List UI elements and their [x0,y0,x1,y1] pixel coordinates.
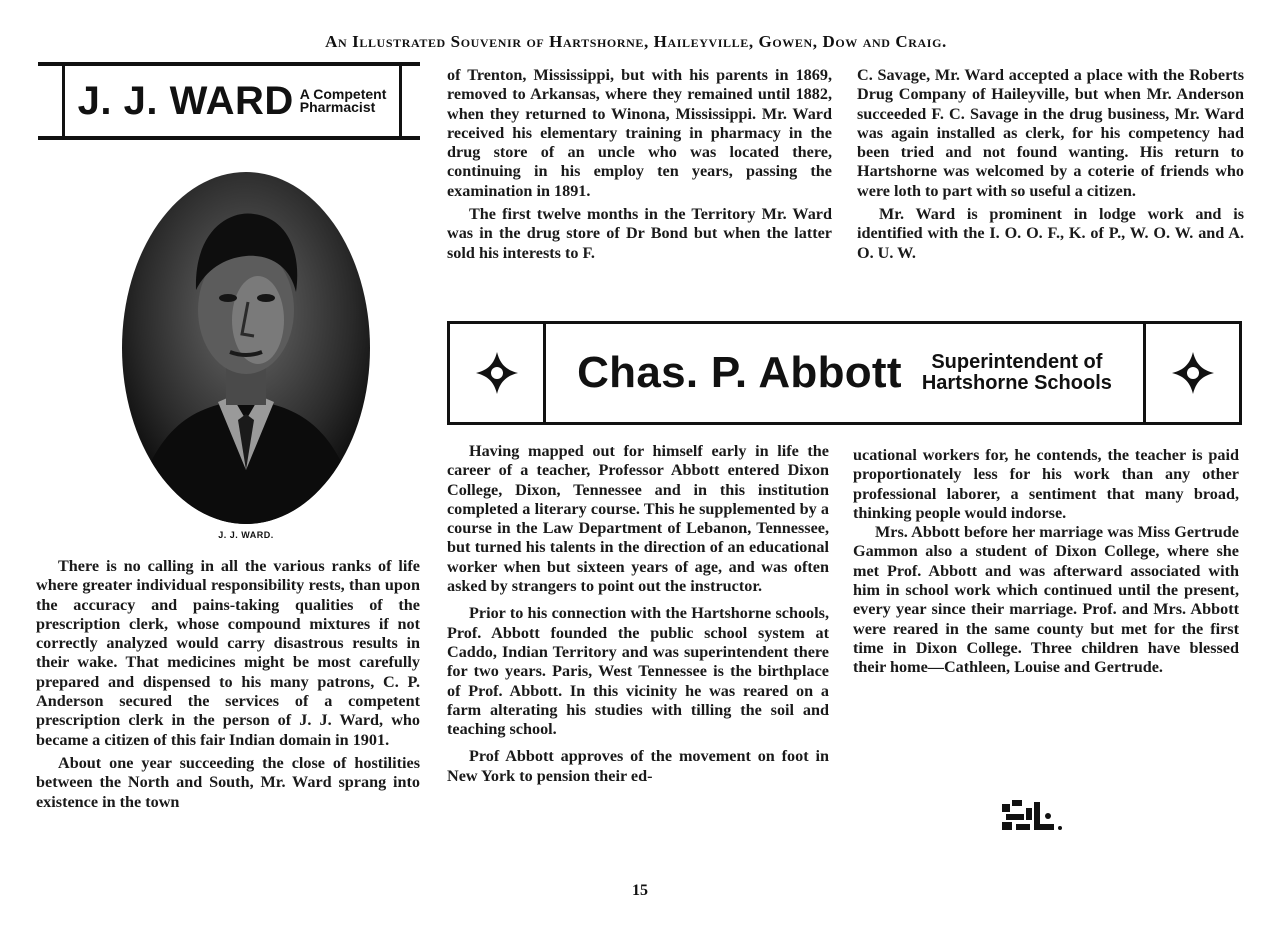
abbott-name-heading: Chas. P. Abbott [577,348,902,397]
ward-name-heading: J. J. WARD [77,78,294,123]
end-ornament-icon [1000,798,1066,836]
abbott-column-2 [447,442,829,786]
abbott-title-banner [447,321,1242,425]
abbott-subtitle-line2: Hartshorne Schools [921,372,1112,394]
ward-col3-paragraph-2: Mr. Ward is prominent in lodge work and is identified with the I. O. O. F., K. of P., W. O. W. and A. O. U. W. [857,205,1244,262]
portrait-caption: J. J. WARD. [218,530,274,540]
ward-column-1 [36,557,420,812]
banner-right-cell [1143,324,1239,422]
ward-col3-paragraph-1: C. Savage, Mr. Ward accepted a place with the Roberts Drug Company of Haileyville, but when Mr. Anderson succeeded F. C. Savage in the drug business, Mr. Ward was again installed as clerk, for his competency had been tried and not found wanting. His return to Hartshorne was welcomed by a coterie of friends who were loth to part with so useful a citizen. [857,66,1244,200]
ward-column-2 [447,66,832,263]
ward-col2-paragraph-2: The first twelve months in the Territory Mr. Ward was in the drug store of Dr Bond but when the latter sold his interests to F. [447,205,832,262]
ward-subtitle-line2: Pharmacist [299,99,376,115]
ward-subtitle [300,88,387,114]
banner-title-cell [546,324,1143,422]
ward-paragraph-2: About one year succeeding the close of hostilities between the North and South, Mr. Ward sprang into existence in the town [36,753,420,811]
diamond-ornament-icon [474,350,520,396]
ward-portrait-photo [120,170,372,526]
ward-column-3 [857,66,1244,263]
banner-left-cell [450,324,546,422]
abbott-column-3 [853,446,1239,678]
ward-col2-paragraph-1: of Trenton, Mississippi, but with his parents in 1869, removed to Arkansas, where they remained until 1882, when they returned to Winona, Mississippi. Mr. Ward received his elementary training in pharmacy in the drug store of an uncle who was located there, continuing in his employ ten years, passing the examination in 1891. [447,66,832,200]
page-number: 15 [632,882,648,899]
ward-title-inner [62,66,402,136]
abbott-subtitle-line1: Superintendent of [931,351,1103,373]
abbott-paragraph-2: Prior to his connection with the Hartshorne schools, Prof. Abbott founded the public school system at Caddo, Indian Territory and was superintendent there for two years. Paris, West Tennessee is the birthplace of Prof. Abbott. In this vicinity he was reared on a farm alterating his studies with tilling the soil and teaching school. [447,604,829,739]
running-header: An Illustrated Souvenir of Hartshorne, Haileyville, Gowen, Dow and Craig. [325,32,947,51]
diamond-ornament-icon [1170,350,1216,396]
ward-subtitle-line1: A Competent [299,86,387,102]
ward-title-box [38,62,420,140]
abbott-paragraph-1: Having mapped out for himself early in life the career of a teacher, Professor Abbott entered Dixon College, Dixon, Tennessee and in this institution completed a literary course. This he supplemented by a course in the Law Department of Lebanon, Tennessee, but turned his talents in the direction of an educational worker when but sixteen years of age, and was often asked by strangers to point out the instructor. [447,442,829,596]
abbott-paragraph-3: Prof Abbott approves of the movement on foot in New York to pension their ed- [447,747,829,785]
abbott-col3-paragraph-1: ucational workers for, he contends, the teacher is paid proportionately less for his work than any other professional laborer, a sentiment that many broad, thinking people would indorse. [853,446,1239,522]
ward-paragraph-1: There is no calling in all the various ranks of life where greater individual responsibility rests, than upon the accuracy and pains-taking qualities of the prescription clerk, whose compound mixtures if not correctly analyzed would carry disastrous results in their wake. That medicines might be most carefully prepared and dispensed to his many patrons, C. P. Anderson secured the services of a competent prescription clerk in the person of J. J. Ward, who became a citizen of this fair Indian domain in 1901. [36,557,420,749]
abbott-col3-paragraph-2: Mrs. Abbott before her marriage was Miss Gertrude Gammon also a student of Dixon College, where she met Prof. Abbott and was afterward associated with him in school work which continued until the present, every year since their marriage. Prof. and Mrs. Abbott were reared in the same county but met for the first time in Dixon College. Three children have blessed their home—Cathleen, Louise and Gertrude. [853,523,1239,677]
abbott-subtitle [922,352,1112,394]
